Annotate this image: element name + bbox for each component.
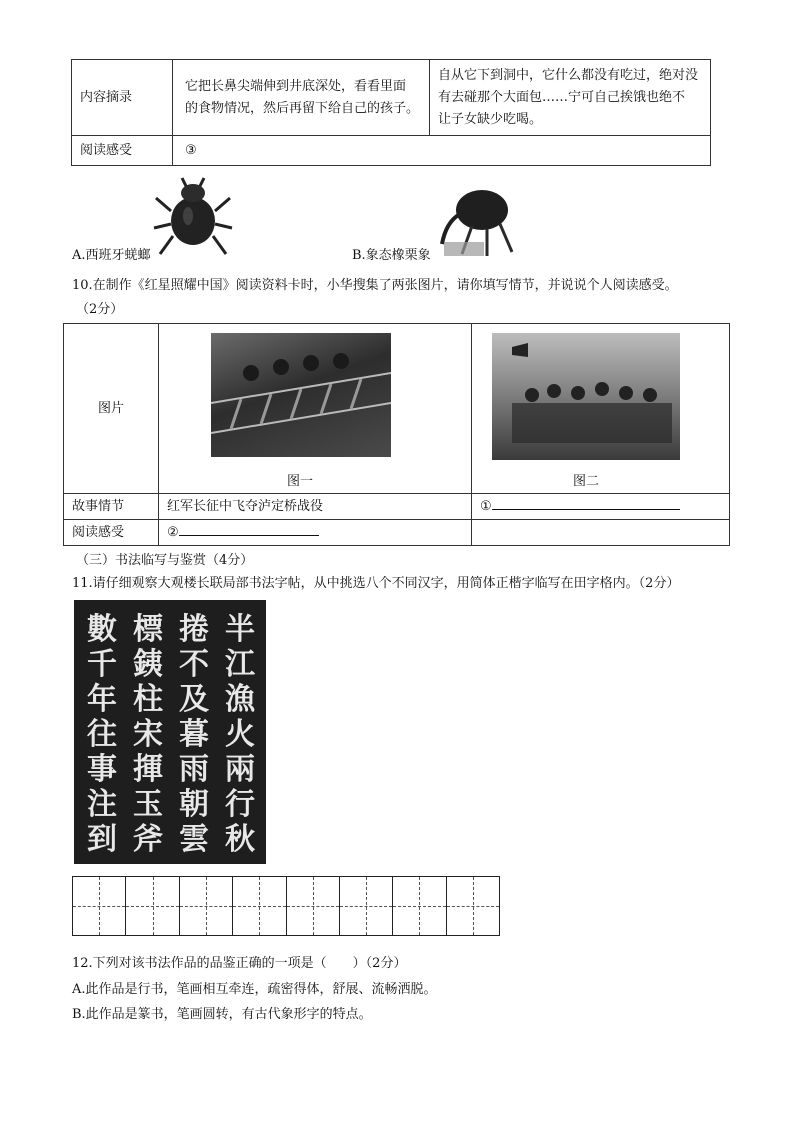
q12-option-b[interactable]: B.此作品是篆书，笔画圆转，有古代象形字的特点。 xyxy=(72,1007,372,1022)
callig-char: 不 xyxy=(179,647,209,682)
excerpt-a-line2: 的食物情况，然后再留下给自己的孩子。 xyxy=(185,100,420,116)
callig-char: 雨 xyxy=(179,752,209,787)
tianzige-cell[interactable] xyxy=(73,877,126,935)
excerpt-label: 内容摘录 xyxy=(72,60,173,136)
tianzige-cell[interactable] xyxy=(126,877,179,935)
callig-char: 標 xyxy=(133,612,163,647)
excerpt-table xyxy=(71,59,711,166)
caption-1: 图一 xyxy=(287,474,314,489)
dung-beetle-image xyxy=(150,176,236,258)
q10-score: （2分） xyxy=(76,302,124,317)
callig-char: 及 xyxy=(179,682,209,717)
callig-char: 揮 xyxy=(133,752,163,787)
excerpt-b-line3: 让子女缺少吃喝。 xyxy=(438,111,543,127)
callig-char: 年 xyxy=(87,682,117,717)
callig-col-3 xyxy=(172,612,216,857)
callig-char: 半 xyxy=(225,612,255,647)
tianzige-cell[interactable] xyxy=(233,877,286,935)
tianzige-cell[interactable] xyxy=(180,877,233,935)
callig-col-4 xyxy=(218,612,262,857)
excerpt-b-line1: 自从它下到洞中，它什么都没有吃过，绝对没 xyxy=(438,67,699,83)
feeling-label: 阅读感受 xyxy=(72,136,173,166)
long-march-photo xyxy=(492,333,680,460)
feeling-empty-cell xyxy=(472,520,730,546)
callig-char: 到 xyxy=(87,822,117,857)
callig-char: 兩 xyxy=(225,752,255,787)
excerpt-cell-a xyxy=(173,60,430,136)
beetle-a-label: A.西班牙蜣螂 xyxy=(72,248,151,263)
plot-row-label: 故事情节 xyxy=(64,494,159,520)
callig-char: 暮 xyxy=(179,717,209,752)
picture-row-label: 图片 xyxy=(64,324,159,494)
callig-char: 玉 xyxy=(133,787,163,822)
caption-2: 图二 xyxy=(573,474,600,489)
callig-char: 事 xyxy=(87,752,117,787)
callig-char: 銕 xyxy=(133,647,163,682)
excerpt-cell-b xyxy=(430,60,711,136)
plot-2-blank[interactable] xyxy=(492,495,680,510)
feeling-blank-3[interactable]: ③ xyxy=(173,136,711,166)
callig-char: 漁 xyxy=(225,682,255,717)
callig-char: 宋 xyxy=(133,717,163,752)
callig-char: 行 xyxy=(225,787,255,822)
callig-char: 捲 xyxy=(179,612,209,647)
tianzige-cell[interactable] xyxy=(287,877,340,935)
feeling-cell[interactable] xyxy=(159,520,472,546)
q11-stem: 11.请仔细观察大观楼长联局部书法字帖，从中挑选八个不同汉字，用简体正楷字临写在田字格内。（2分） xyxy=(72,576,680,591)
callig-char: 火 xyxy=(225,717,255,752)
q10-stem: 10.在制作《红星照耀中国》阅读资料卡时，小华搜集了两张图片，请你填写情节，并说说个人阅读感受。 xyxy=(72,278,678,293)
callig-col-2 xyxy=(126,612,170,857)
excerpt-a-line1: 它把长鼻尖端伸到井底深处，看看里面 xyxy=(185,78,407,94)
q12-option-a[interactable]: A.此作品是行书，笔画相互牵连，疏密得体，舒展、流畅洒脱。 xyxy=(72,982,437,997)
section-3-title: （三）书法临写与鉴赏（4分） xyxy=(76,553,254,568)
beetle-b-label: B.象态橡栗象 xyxy=(352,248,431,263)
plot-2-prefix: ① xyxy=(480,499,492,514)
luding-bridge-photo xyxy=(211,333,391,457)
tianzige-cell[interactable] xyxy=(393,877,446,935)
callig-char: 注 xyxy=(87,787,117,822)
callig-char: 千 xyxy=(87,647,117,682)
callig-char: 秋 xyxy=(225,822,255,857)
tianzige-cell[interactable] xyxy=(447,877,499,935)
weevil-image xyxy=(432,184,520,260)
feeling-row-label: 阅读感受 xyxy=(64,520,159,546)
feeling-blank[interactable] xyxy=(179,521,319,536)
callig-char: 數 xyxy=(87,612,117,647)
calligraphy-rubbing xyxy=(74,600,266,864)
callig-col-1 xyxy=(80,612,124,857)
callig-char: 柱 xyxy=(133,682,163,717)
tianzige-grid xyxy=(72,876,500,936)
callig-char: 斧 xyxy=(133,822,163,857)
plot-2-cell[interactable] xyxy=(472,494,730,520)
q12-stem: 12.下列对该书法作品的品鉴正确的一项是（ ）（2分） xyxy=(72,956,407,971)
callig-char: 朝 xyxy=(179,787,209,822)
callig-char: 江 xyxy=(225,647,255,682)
callig-char: 雲 xyxy=(179,822,209,857)
excerpt-b-line2: 有去碰那个大面包……宁可自己挨饿也绝不 xyxy=(438,89,686,105)
callig-char: 往 xyxy=(87,717,117,752)
plot-1: 红军长征中飞夺泸定桥战役 xyxy=(159,494,472,520)
feeling-prefix: ② xyxy=(167,525,179,540)
tianzige-cell[interactable] xyxy=(340,877,393,935)
